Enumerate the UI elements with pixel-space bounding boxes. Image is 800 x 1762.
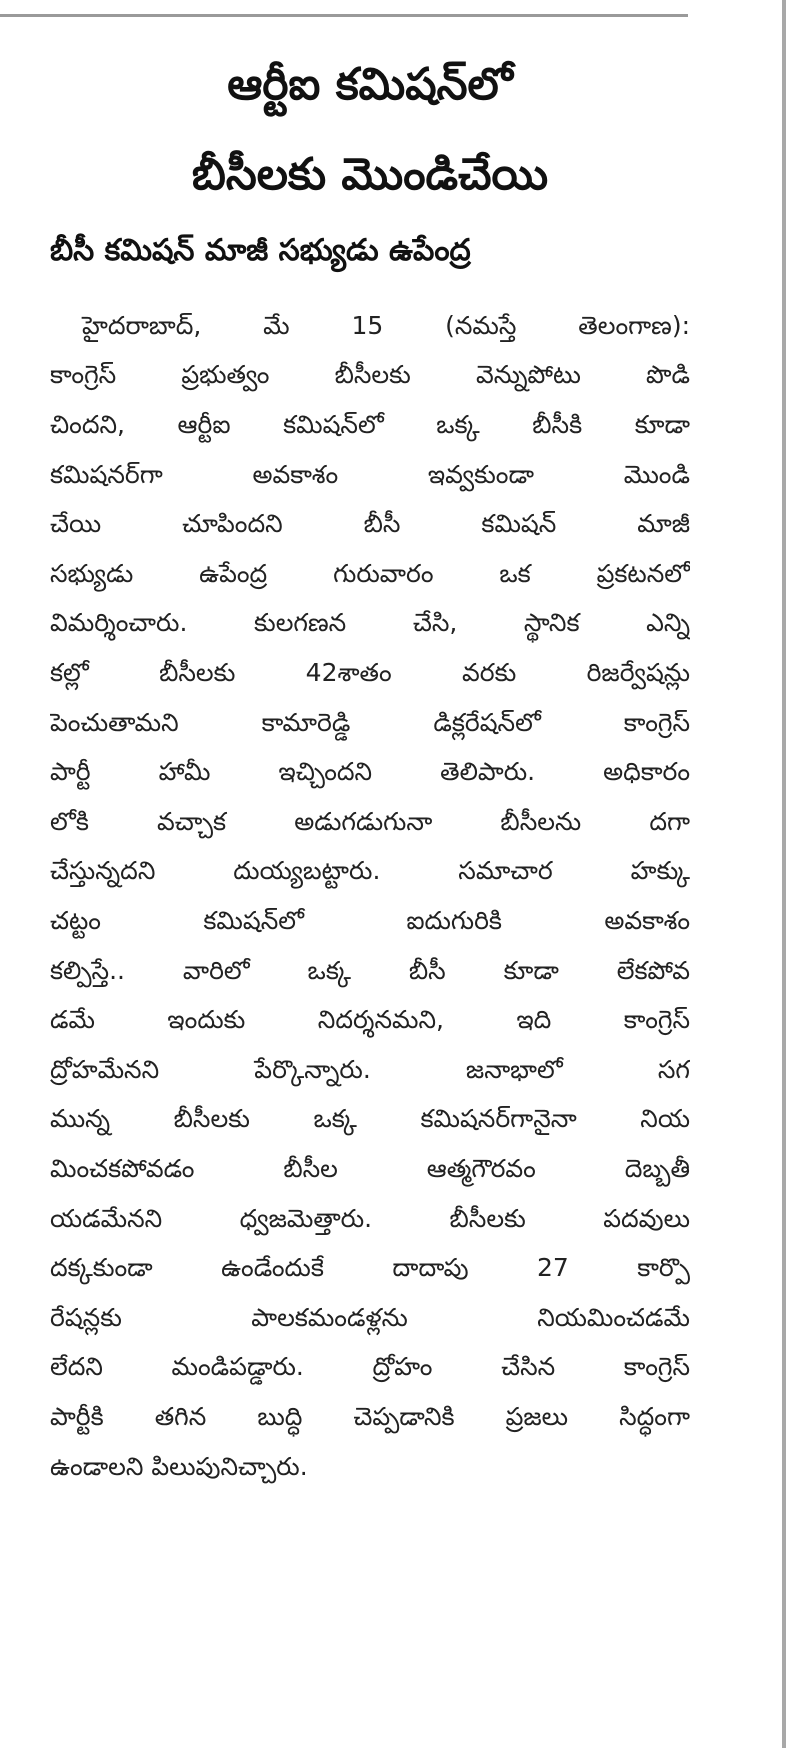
article-body-line: విమర్శించారు. కులగణన చేసి, స్థానిక ఎన్ని xyxy=(50,608,690,638)
article-body-line: ద్రోహమేనని పేర్కొన్నారు. జనాభాలో సగ xyxy=(50,1054,690,1084)
article-body-line: దక్కకుండా ఉండేందుకే దాదాపు 27 కార్పొ xyxy=(50,1253,690,1283)
article-body-line: ఉండాలని పిలుపునిచ్చారు. xyxy=(50,1451,308,1481)
article-body-line: పార్టీ హామీ ఇచ్చిందని తెలిపారు. అధికారం xyxy=(50,757,690,787)
article-body-line: చిందని, ఆర్టీఐ కమిషన్‌లో ఒక్క బీసీకి కూడా xyxy=(50,410,690,440)
top-divider-rule xyxy=(0,14,688,17)
article-body-line: మించకపోవడం బీసీల ఆత్మగౌరవం దెబ్బతీ xyxy=(50,1153,690,1183)
column-divider-rule xyxy=(782,0,786,1748)
headline-line-1: ఆర్టీఐ కమిషన్‌లో xyxy=(227,59,513,110)
article-body-line: పార్టీకి తగిన బుద్ధి చెప్పడానికి ప్రజలు సిద్ధంగా xyxy=(50,1401,690,1431)
article-body-line: రేషన్లకు పాలకమండళ్లను నియమించడమే xyxy=(50,1302,690,1332)
headline-line-2: బీసీలకు మొండిచేయి xyxy=(191,149,549,200)
article-body-line: కాంగ్రెస్ ప్రభుత్వం బీసీలకు వెన్నుపోటు పొడి xyxy=(50,360,690,390)
article-body-line: పెంచుతామని కామారెడ్డి డిక్లరేషన్‌లో కాంగ్రెస్ xyxy=(50,707,690,737)
article-body-line: లోకి వచ్చాక అడుగడుగునా బీసీలను దగా xyxy=(50,806,690,836)
article-body-line: కల్లో బీసీలకు 42శాతం వరకు రిజర్వేషన్లు xyxy=(50,658,690,688)
article-subheadline: బీసీ కమిషన్ మాజీ సభ్యుడు ఉపేంద్ర xyxy=(50,233,471,268)
news-article xyxy=(50,40,690,1491)
article-body-line: కల్పిస్తే.. వారిలో ఒక్క బీసీ కూడా లేకపోవ xyxy=(50,955,690,985)
article-body-line: యడమేనని ధ్వజమెత్తారు. బీసీలకు పదవులు xyxy=(50,1203,690,1233)
article-headline xyxy=(50,40,690,220)
article-body-line: డమే ఇందుకు నిదర్శనమని, ఇది కాంగ్రెస్ xyxy=(50,1005,690,1035)
article-body-line: కమిషనర్‌గా అవకాశం ఇవ్వకుండా మొండి xyxy=(50,459,690,489)
article-body-line: మున్న బీసీలకు ఒక్క కమిషనర్‌గానైనా నియ xyxy=(50,1104,690,1134)
article-body-line: చేస్తున్నదని దుయ్యబట్టారు. సమాచార హక్కు xyxy=(50,856,690,886)
article-body-line: చేయి చూపిందని బీసీ కమిషన్ మాజీ xyxy=(50,509,690,539)
article-body-line: లేదని మండిపడ్డారు. ద్రోహం చేసిన కాంగ్రెస్ xyxy=(50,1352,690,1382)
article-body-line: హైదరాబాద్, మే 15 (నమస్తే తెలంగాణ): xyxy=(82,310,690,340)
article-body xyxy=(50,301,690,1491)
article-body-line: సభ్యుడు ఉపేంద్ర గురువారం ఒక ప్రకటనలో xyxy=(50,558,690,588)
article-body-line: చట్టం కమిషన్‌లో ఐదుగురికి అవకాశం xyxy=(50,906,690,936)
